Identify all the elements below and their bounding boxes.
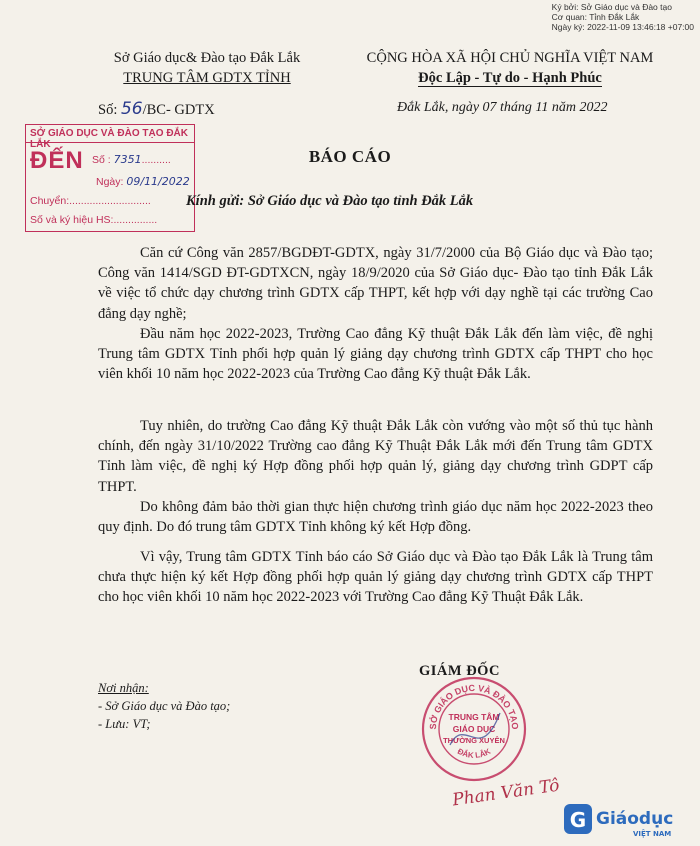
number-prefix: Số: xyxy=(98,102,118,118)
number-suffix: /BC- GDTX xyxy=(142,102,215,118)
document-title: BÁO CÁO xyxy=(308,147,392,166)
stamp-file-code-label: Số và ký hiệu HS: xyxy=(30,214,114,226)
signer-role: GIÁM ĐỐC xyxy=(419,663,500,679)
issuing-agency xyxy=(97,48,317,88)
document-number xyxy=(98,99,215,119)
recipient-line: Kính gửi: Sở Giáo dục và Đào tạo tỉnh Đắk Lắk xyxy=(186,193,474,209)
body-paragraph-2: Đầu năm học 2022-2023, Trường Cao đẳng Kỹ thuật Đắk Lắk đến làm việc, đề nghị Trung tâm GDTX Tỉnh phối hợp quản lý giảng dạy chương trình GDTX cấp THPT cho học viên khối 10 năm học 2022-2023 của Trường Cao đẳng Kỹ thuật Đắk Lắk. xyxy=(98,326,653,383)
agency-parent: Sở Giáo dục& Đào tạo Đắk Lắk xyxy=(113,50,301,66)
official-seal xyxy=(420,675,528,783)
giaoduc-logo xyxy=(563,800,691,840)
recipient-item: - Sở Giáo dục và Đào tạo; xyxy=(98,699,231,713)
country-name: CỘNG HÒA XÃ HỘI CHỦ NGHĨA VIỆT NAM xyxy=(366,50,654,66)
signed-date: Ngày ký: 2022-11-09 13:46:18 +07:00 xyxy=(551,22,694,32)
stamp-forward-label: Chuyển: xyxy=(30,195,70,207)
seal-bottom-text: ĐẮK LẮK xyxy=(455,746,493,760)
agency-name: TRUNG TÂM GDTX TỈNH xyxy=(123,70,291,86)
seal-outer-text: SỞ GIÁO DỤC VÀ ĐÀO TẠO xyxy=(427,682,521,730)
recipients-heading: Nơi nhận: xyxy=(98,681,149,695)
national-motto xyxy=(340,48,680,88)
body-paragraph-3: Tuy nhiên, do trường Cao đẳng Kỹ thuật Đắk Lắk còn vướng vào một số thủ tục hành chính, đến ngày 31/10/2022 Trường cao đẳng Kỹ Thuật Đắk Lắk mới đến Trung tâm GDTX Tỉnh làm việc, đề nghị ký Hợp đồng phối hợp quản lý, giảng dạy chương trình GDPT cấp THPT. xyxy=(98,418,653,495)
number-handwritten: 56 xyxy=(120,99,143,119)
stamp-den: ĐẾN xyxy=(30,147,84,174)
seal-line-2: GIÁO DỤC xyxy=(452,724,496,734)
svg-text:G: G xyxy=(569,808,587,832)
seal-line-3: THƯỜNG XUYÊN xyxy=(443,736,505,745)
incoming-stamp xyxy=(25,124,195,232)
signed-by: Ký bởi: Sở Giáo dục và Đào tạo xyxy=(551,2,672,12)
recipient-item: - Lưu: VT; xyxy=(98,717,151,731)
document-date: Đắk Lắk, ngày 07 tháng 11 năm 2022 xyxy=(397,100,608,115)
body-paragraph-4: Do không đảm bảo thời gian thực hiện chương trình giáo dục năm học 2022-2023 theo quy định. Do đó trung tâm GDTX Tỉnh không ký kết Hợp đồng. xyxy=(98,499,653,536)
signing-agency: Cơ quan: Tỉnh Đắk Lắk xyxy=(551,12,640,22)
body-paragraph-5: Vì vậy, Trung tâm GDTX Tỉnh báo cáo Sở Giáo dục và Đào tạo Đắk Lắk là Trung tâm chưa thực hiện ký kết Hợp đồng phối hợp quản lý giảng dạy chương trình GDTX cấp THPT cho học viên khối 10 năm học 2022-2023 với Trường Cao đẳng Kỹ Thuật Đắk Lắk. xyxy=(98,549,653,606)
svg-text:ĐẮK LẮK xyxy=(456,747,492,760)
stamp-number-row: Số : 7351.......... xyxy=(92,153,171,166)
logo-brand-text: Giáodục xyxy=(596,809,674,829)
stamp-forward-row: Chuyển:............................ xyxy=(30,195,151,207)
stamp-number-label: Số : xyxy=(92,154,111,166)
stamp-number-value: 7351 xyxy=(113,153,142,166)
motto-text: Độc Lập - Tự do - Hạnh Phúc xyxy=(418,70,602,86)
body-paragraph-1: Căn cứ Công văn 2857/BGDĐT-GDTX, ngày 31/7/2000 của Bộ Giáo dục và Đào tạo; Công văn 1414/SGD ĐT-GDTXCN, ngày 18/9/2020 của Sở Giáo dục- Đào tạo tỉnh Đắk Lắk về việc tổ chức dạy chương trình GDTX cấp THPT, kết hợp với dạy nghề tại các trường Cao đẳng dạy nghề; xyxy=(98,245,653,322)
signer-name: Phan Văn Tô xyxy=(451,775,561,811)
digital-signature-info xyxy=(552,2,694,32)
stamp-date-row xyxy=(96,175,190,188)
logo-sub-text: VIỆT NAM xyxy=(633,830,672,838)
stamp-date-value: 09/11/2022 xyxy=(126,175,190,188)
stamp-date-label: Ngày: xyxy=(96,176,124,188)
seal-line-1: TRUNG TÂM xyxy=(448,712,500,722)
recipients-block xyxy=(98,679,230,733)
stamp-header: SỞ GIÁO DỤC VÀ ĐÀO TẠO ĐẮK LẮK xyxy=(30,128,188,150)
stamp-file-code-row: Số và ký hiệu HS:............... xyxy=(30,214,158,226)
